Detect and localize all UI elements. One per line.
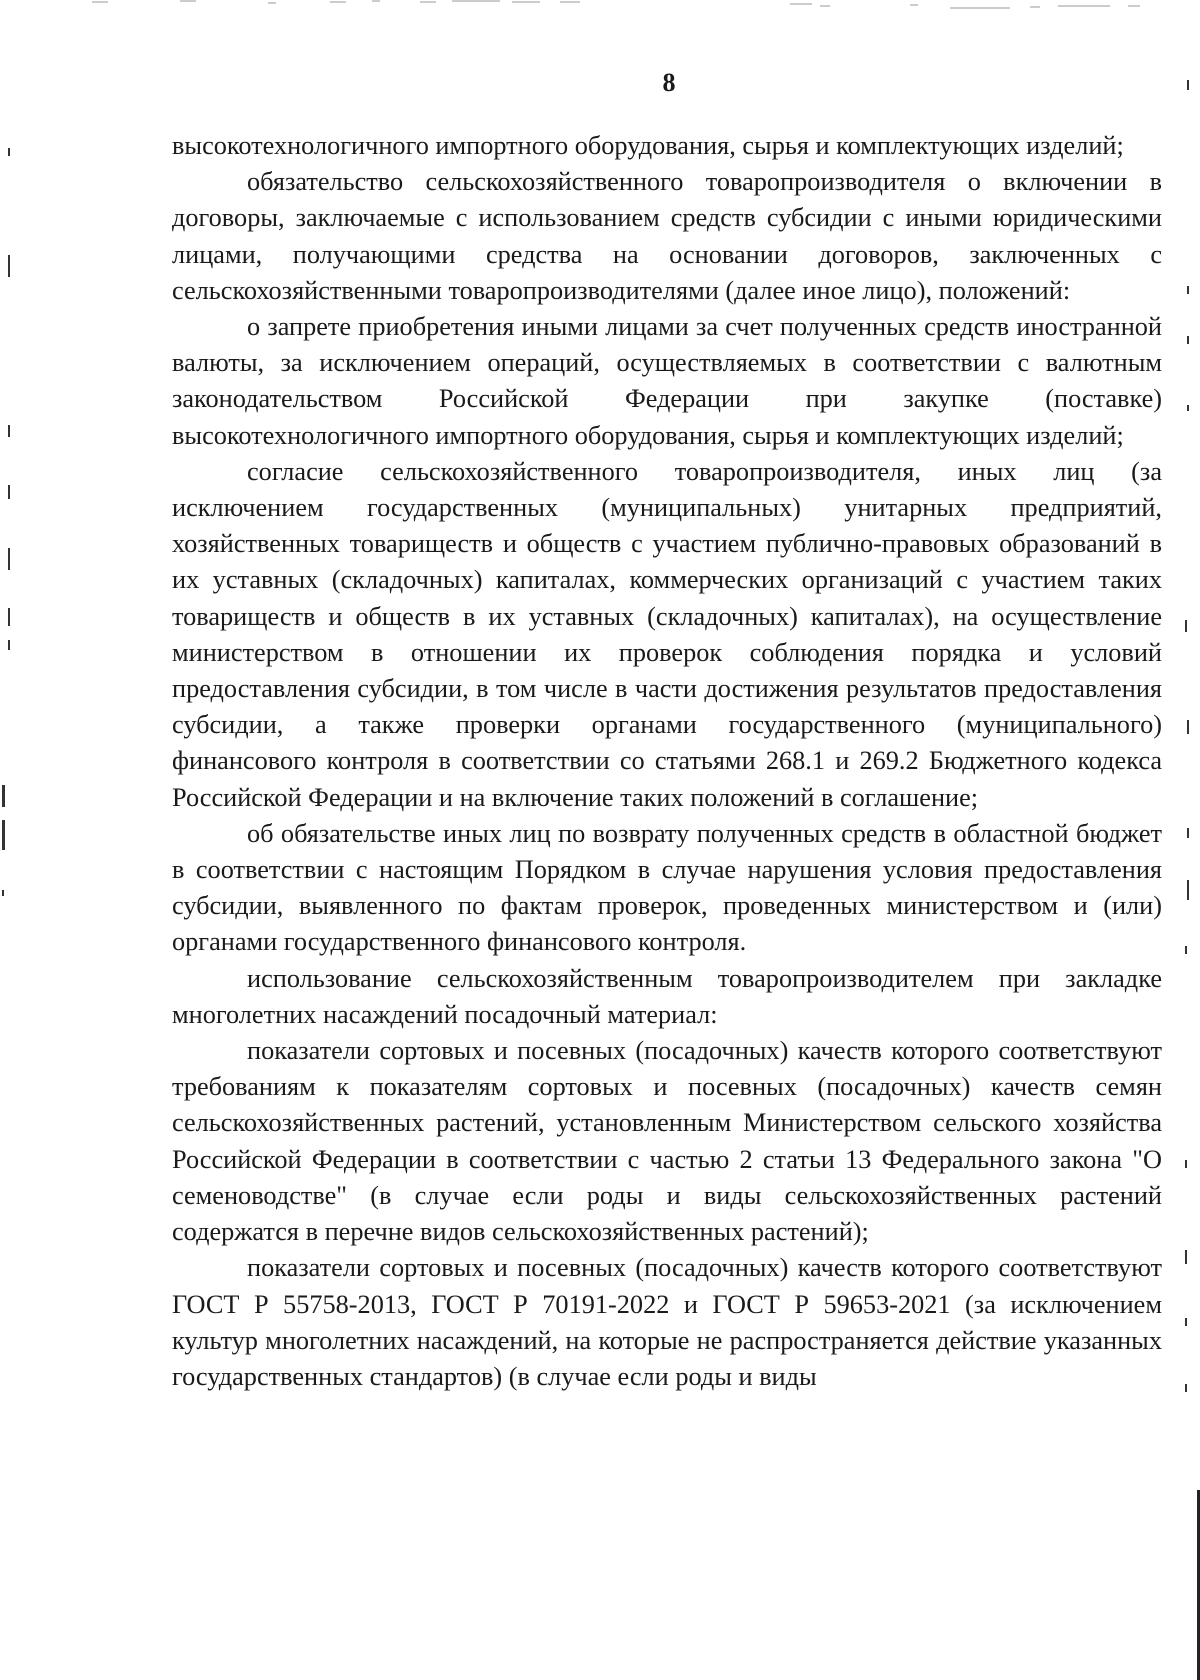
- scan-mark: [2, 890, 4, 896]
- scan-mark: [1185, 1318, 1187, 1326]
- scan-mark: [8, 425, 10, 437]
- scan-mark: [1187, 880, 1189, 900]
- page-number: 8: [662, 68, 676, 97]
- paragraph: показатели сортовых и посевных (посадочных) качеств которого соответствуют требованиям к показателям сортовых и посевных (посадочных) качеств семян сельскохозяйственных растений, установленным Министерством сельского хозяйства Российской Федерации в соответствии с частью 2 статьи 13 Федерального закона "О семеноводстве" (в случае если роды и виды сельскохозяйственных растений содержатся в перечне видов сельскохозяйственных растений);: [172, 1036, 1162, 1247]
- scan-mark: [1187, 405, 1189, 411]
- scan-mark: [2, 820, 5, 850]
- scan-noise-top: [0, 0, 1200, 14]
- paragraph: использование сельскохозяйственным товаропроизводителем при закладке многолетних насаждений посадочный материал:: [172, 963, 1162, 1029]
- scan-mark: [1187, 828, 1189, 838]
- scan-mark: [8, 148, 10, 156]
- scan-mark: [1187, 720, 1189, 734]
- scan-mark: [1185, 1160, 1187, 1168]
- paragraph: согласие сельскохозяйственного товаропроизводителя, иных лиц (за исключением государственных (муниципальных) унитарных предприятий, хозяйственных товариществ и обществ с участием публично-правовых образований в их уставных (складочных) капиталах, коммерческих организаций с участием таких товариществ и обществ в их уставных (складочных) капиталах), на осуществление министерством в отношении их проверок соблюдения порядка и условий предоставления субсидии, в том числе в части достижения результатов предоставления субсидии, а также проверки органами государственного (муниципального) финансового контроля в соответствии со статьями 268.1 и 269.2 Бюджетного кодекса Российской Федерации и на включение таких положений в соглашение;: [172, 456, 1162, 812]
- scan-mark: [2, 785, 5, 807]
- body-text: [172, 128, 1162, 1395]
- scan-mark: [8, 485, 10, 499]
- scan-mark: [1185, 1384, 1187, 1392]
- paragraph: показатели сортовых и посевных (посадочных) качеств которого соответствуют ГОСТ Р 55758-2013, ГОСТ Р 70191-2022 и ГОСТ Р 59653-2021 (за исключением культур многолетних насаждений, на которые не распространяется действие указанных государственных стандартов) (в случае если роды и виды: [172, 1253, 1162, 1391]
- scan-mark: [8, 548, 10, 570]
- paragraph: высокотехнологичного импортного оборудования, сырья и комплектующих изделий;: [172, 131, 1124, 160]
- scan-mark: [8, 640, 10, 650]
- scan-mark: [1185, 946, 1187, 954]
- paragraph: обязательство сельскохозяйственного товаропроизводителя о включении в договоры, заключаемые с использованием средств субсидии с иными юридическими лицами, получающими средства на основании договоров, заключенных с сельскохозяйственными товаропроизводителями (далее иное лицо), положений:: [172, 167, 1162, 305]
- scan-mark: [1185, 620, 1187, 632]
- paragraph: об обязательстве иных лиц по возврату полученных средств в областной бюджет в соответствии с настоящим Порядком в случае нарушения условия предоставления субсидии, выявленного по фактам проверок, проведенных министерством и (или) органами государственного финансового контроля.: [172, 818, 1162, 957]
- scan-mark: [8, 255, 10, 277]
- scan-mark: [1187, 336, 1189, 344]
- scan-mark: [8, 608, 10, 626]
- scan-mark: [1187, 286, 1189, 294]
- scan-mark: [1185, 1250, 1187, 1264]
- paragraph: о запрете приобретения иными лицами за счет полученных средств иностранной валюты, за исключением операций, осуществляемых в соответствии с валютным законодательством Российской Федерации при закупке (поставке) высокотехнологичного импортного оборудования, сырья и комплектующих изделий;: [172, 312, 1162, 450]
